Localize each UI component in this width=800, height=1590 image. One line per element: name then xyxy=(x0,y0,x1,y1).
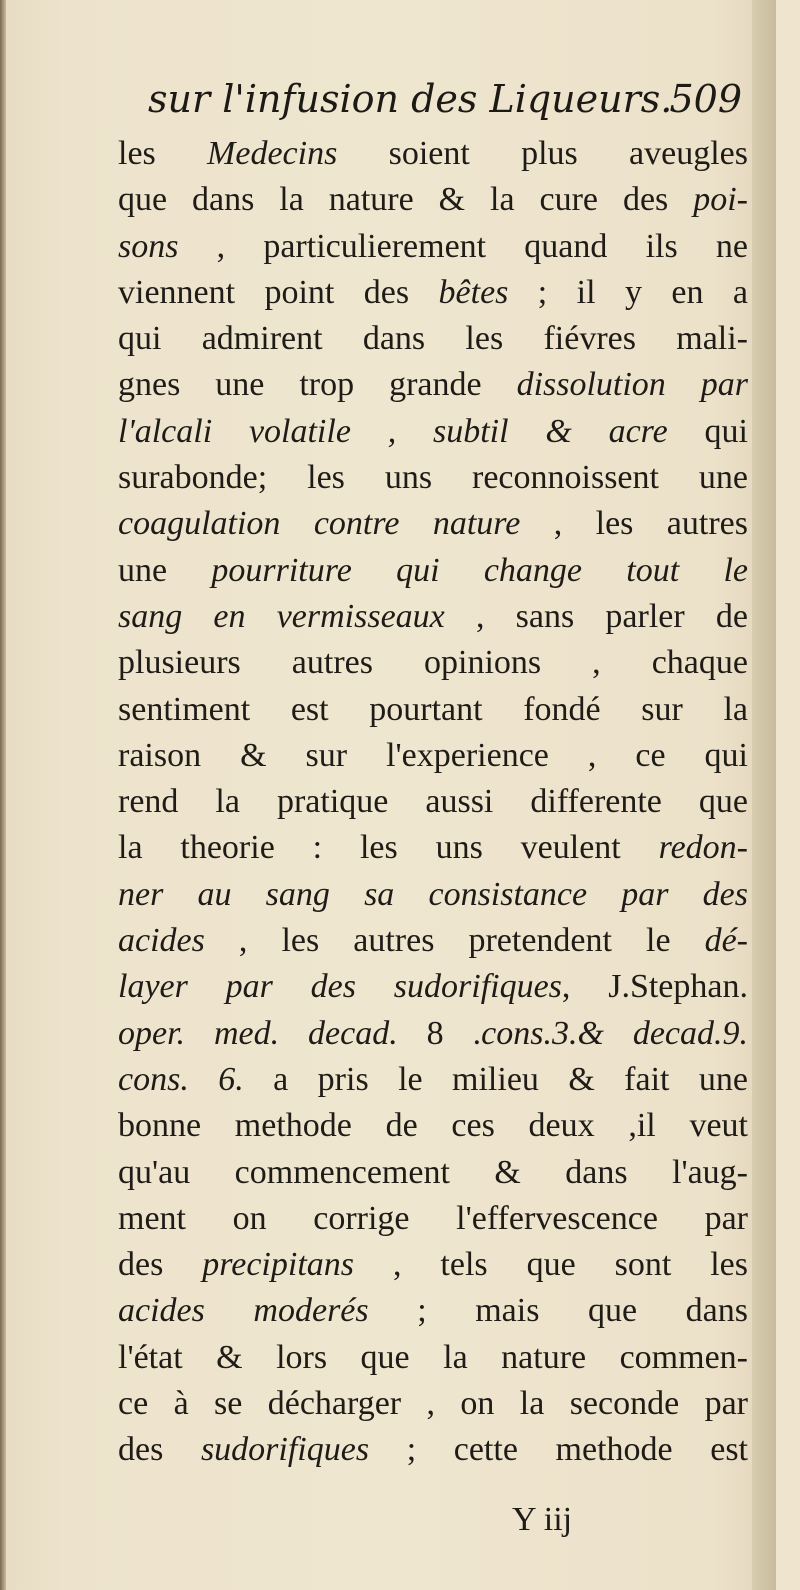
text-line: sentiment est pourtant fondé sur la xyxy=(118,690,748,728)
text-line: raison & sur l'experience , ce qui xyxy=(118,736,748,774)
text-line: oper. med. decad. 8 .cons.3.& decad.9. xyxy=(118,1014,748,1052)
text-line: des precipitans , tels que sont les xyxy=(118,1246,748,1284)
text-line: acides moderés ; mais que dans xyxy=(118,1292,748,1330)
text-line: acides , les autres pretendent le dé- xyxy=(118,922,748,960)
text-line: l'état & lors que la nature commen- xyxy=(118,1338,748,1376)
signature-mark: Y iij xyxy=(512,1501,573,1538)
page-header xyxy=(148,70,748,128)
text-line: les Medecins soient plus aveugles xyxy=(118,135,748,172)
body-text xyxy=(118,131,748,1474)
text-line: cons. 6. a pris le milieu & fait une xyxy=(118,1060,748,1098)
text-line: sons , particulierement quand ils ne xyxy=(118,227,748,265)
text-line: qui admirent dans les fiévres mali- xyxy=(118,320,748,358)
text-line: gnes une trop grande dissolution par xyxy=(118,366,748,404)
text-line: surabonde; les uns reconnoissent une xyxy=(118,459,748,497)
text-line: ment on corrige l'effervescence par xyxy=(118,1199,748,1237)
page-fore-edge xyxy=(752,0,776,1590)
text-line: ce à se décharger , on la seconde par xyxy=(118,1385,748,1423)
text-line: rend la pratique aussi differente que xyxy=(118,783,748,821)
text-line: l'alcali volatile , subtil & acre qui xyxy=(118,412,748,450)
running-head: sur l'infusion des Liqueurs. xyxy=(148,77,673,121)
text-line: bonne methode de ces deux ,il veut xyxy=(118,1107,748,1145)
text-line: une pourriture qui change tout le xyxy=(118,551,748,589)
text-line: qu'au commencement & dans l'aug- xyxy=(118,1153,748,1191)
text-line: sang en vermisseaux , sans parler de xyxy=(118,597,748,635)
text-line: que dans la nature & la cure des poi- xyxy=(118,181,748,219)
page-number: 509 xyxy=(669,77,742,121)
text-line: viennent point des bêtes ; il y en a xyxy=(118,273,748,311)
text-line: coagulation contre nature , les autres xyxy=(118,505,748,543)
text-line: des sudorifiques ; cette methode est xyxy=(118,1431,748,1469)
page-binding-edge xyxy=(0,0,6,1590)
text-line: plusieurs autres opinions , chaque xyxy=(118,644,748,682)
text-line: ner au sang sa consistance par des xyxy=(118,875,748,913)
text-line: la theorie : les uns veulent redon- xyxy=(118,829,748,867)
text-line: layer par des sudorifiques, J.Stephan. xyxy=(118,968,748,1006)
